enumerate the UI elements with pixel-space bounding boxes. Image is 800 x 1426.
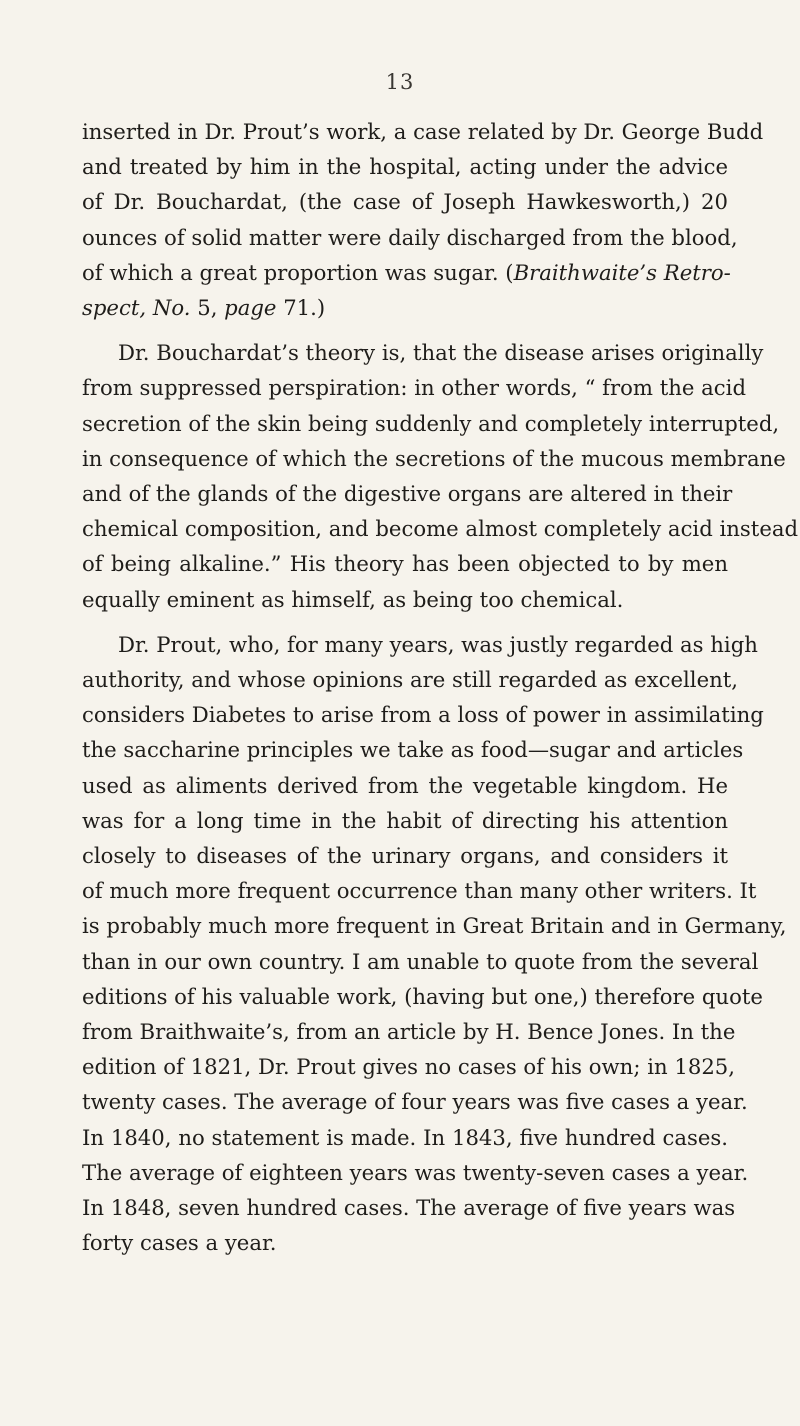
text-line: in consequence of which the secretions of the mucous membrane <box>82 445 786 471</box>
text-line: chemical composition, and become almost completely acid instead <box>82 516 799 542</box>
text-line: from suppressed perspiration: in other words, “ from the acid <box>82 375 747 401</box>
text-line: ounces of solid matter were daily discharged from the blood, <box>82 224 738 250</box>
text-line: equally eminent as himself, as being too chemical. <box>82 586 624 612</box>
text-line <box>82 290 728 325</box>
text-line: of being alkaline.” His theory has been objected to by men <box>82 551 728 577</box>
text-line: of much more frequent occurrence than many other writers. It <box>82 878 757 904</box>
text-line: forty cases a year. <box>82 1230 277 1256</box>
text-line: secretion of the skin being suddenly and completely interrupted, <box>82 410 780 436</box>
text-line: used as aliments derived from the vegetable kingdom. He <box>82 772 728 798</box>
text-line: considers Diabetes to arise from a loss of power in assimilating <box>82 702 764 728</box>
text-line: is probably much more frequent in Great Britain and in Germany, <box>82 913 787 939</box>
paragraph-2 <box>82 335 799 617</box>
text-line: was for a long time in the habit of directing his attention <box>82 807 728 833</box>
citation-title-cont: spect, No. <box>82 295 191 321</box>
body-text <box>82 114 799 1261</box>
text-line: inserted in Dr. Prout’s work, a case related by Dr. George Budd <box>82 119 764 144</box>
citation-page-word: page <box>224 295 277 321</box>
text-line: closely to diseases of the urinary organs, and considers it <box>82 843 728 869</box>
text-line: authority, and whose opinions are still regarded as excellent, <box>82 667 739 693</box>
text-line <box>82 255 731 290</box>
text-line: Dr. Bouchardat’s theory is, that the disease arises originally <box>118 340 764 366</box>
text-line: The average of eighteen years was twenty-seven cases a year. <box>82 1159 749 1185</box>
text-line: and of the glands of the digestive organs are altered in their <box>82 481 733 507</box>
text-line: of Dr. Bouchardat, (the case of Joseph Hawkesworth,) 20 <box>82 189 728 215</box>
citation-title: Braithwaite’s Retro- <box>513 259 731 285</box>
paragraph-3 <box>82 627 787 1261</box>
citation-suffix: 71.) <box>276 295 326 321</box>
text-line: than in our own country. I am unable to quote from the several <box>82 948 759 974</box>
text-line: Dr. Prout, who, for many years, was justly regarded as high <box>118 631 758 657</box>
paragraph-1 <box>82 114 764 325</box>
text-line: In 1848, seven hundred cases. The average of five years was <box>82 1195 736 1221</box>
citation-prefix: of which a great proportion was sugar. ( <box>82 259 514 285</box>
text-line: twenty cases. The average of four years was five cases a year. <box>82 1089 748 1115</box>
text-line: In 1840, no statement is made. In 1843, five hundred cases. <box>82 1124 728 1150</box>
text-line: from Braithwaite’s, from an article by H. Bence Jones. In the <box>82 1019 736 1045</box>
text-line: the saccharine principles we take as food—sugar and articles <box>82 737 744 763</box>
citation-number: 5, <box>190 295 225 321</box>
text-line: edition of 1821, Dr. Prout gives no cases of his own; in 1825, <box>82 1054 736 1080</box>
text-line: editions of his valuable work, (having but one,) therefore quote <box>82 983 763 1009</box>
text-line: and treated by him in the hospital, acting under the advice <box>82 154 728 180</box>
page-number: 13 <box>385 70 415 94</box>
